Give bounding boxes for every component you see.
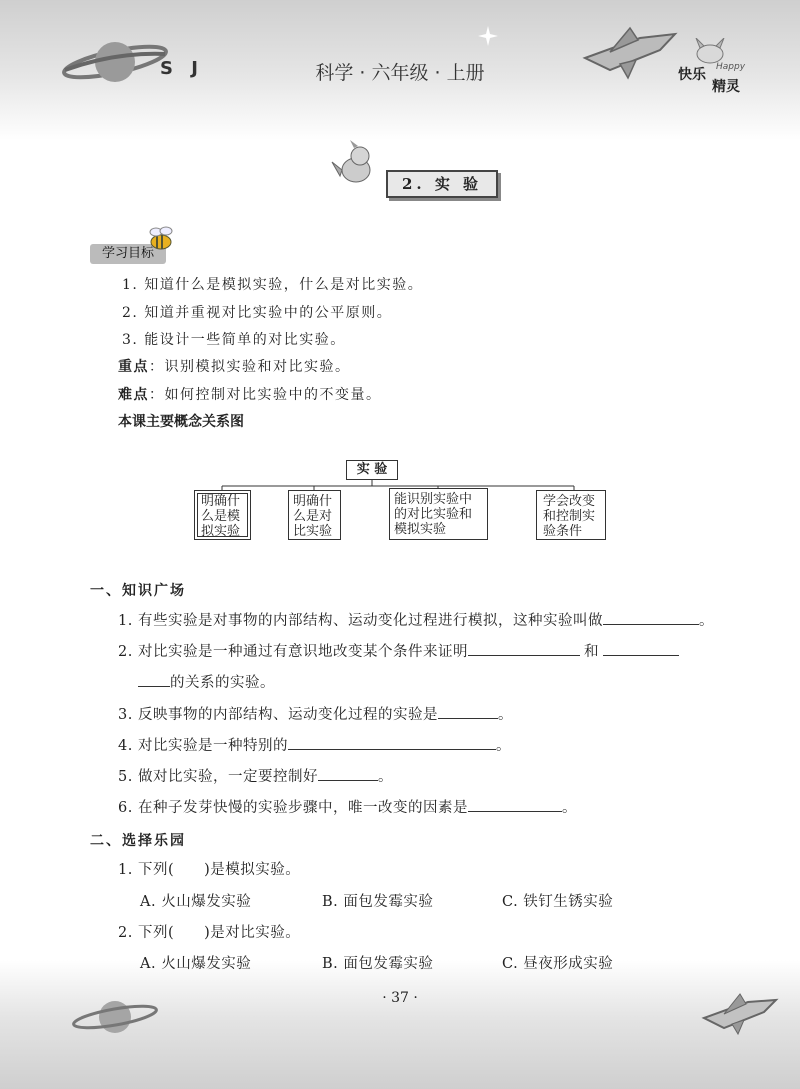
concept-map-node-text: 学会改变和控制实验条件: [543, 494, 596, 539]
fill-question-5: [118, 765, 393, 786]
concept-map-node-text: 能识别实验中的对比实验和模拟实验: [394, 492, 473, 537]
section-title: 二、选择乐园: [90, 833, 186, 849]
key-point-label: 重点: [118, 359, 149, 375]
answer-blank[interactable]: [288, 735, 496, 750]
section-title: 一、知识广场: [90, 583, 186, 599]
concept-map-node: [389, 488, 488, 540]
goal-item: 3. 能设计一些简单的对比实验。: [122, 332, 346, 348]
answer-blank[interactable]: [318, 766, 378, 781]
answer-blank[interactable]: [603, 641, 679, 656]
saturn-planet-icon: [70, 992, 160, 1042]
learning-goals-badge: 学习目标: [90, 244, 166, 264]
goal-item: 1. 知道什么是模拟实验，什么是对比实验。: [122, 277, 424, 293]
hard-point-text: ：如何控制对比实验中的不变量。: [149, 387, 382, 403]
hard-point-label: 难点: [118, 387, 149, 403]
logo-main-text: 快乐: [678, 67, 706, 83]
question-end: 。: [495, 738, 511, 754]
question-text: 6. 在种子发芽快慢的实验步骤中，唯一改变的因素是: [118, 800, 468, 816]
answer-blank[interactable]: [438, 704, 498, 719]
concept-map-node: [288, 490, 341, 540]
concept-map-node-text: 明确什么是对比实验: [293, 494, 333, 539]
choice-option[interactable]: B. 面包发霉实验: [322, 956, 434, 972]
fill-question-6: [118, 796, 577, 817]
fill-question-2-line2: [138, 671, 275, 692]
concept-map-title: 本课主要概念关系图: [118, 414, 244, 430]
choice-option[interactable]: A. 火山爆发实验: [140, 894, 252, 910]
space-shuttle-icon: [700, 990, 780, 1036]
fill-question-1: [118, 609, 714, 630]
page-number: · 37 ·: [382, 990, 418, 1006]
fill-question-2: [118, 640, 679, 661]
answer-blank[interactable]: [603, 610, 699, 625]
choice-option[interactable]: C. 铁钉生锈实验: [502, 894, 614, 910]
header-title: 科学 · 六年级 · 上册: [315, 62, 485, 84]
fill-question-4: [118, 734, 511, 755]
key-point-text: ：识别模拟实验和对比实验。: [149, 359, 351, 375]
choice-question-stem: 2. 下列( )是对比实验。: [118, 925, 301, 941]
concept-map-node: [536, 490, 606, 540]
answer-blank[interactable]: [468, 641, 580, 656]
question-end: 。: [497, 707, 513, 723]
question-text: 的关系的实验。: [170, 675, 275, 691]
header-code: S J: [160, 58, 204, 79]
choice-option[interactable]: B. 面包发霉实验: [322, 894, 434, 910]
goal-item: 2. 知道并重视对比实验中的公平原则。: [122, 305, 393, 321]
choice-option[interactable]: C. 昼夜形成实验: [502, 956, 614, 972]
question-end: 。: [698, 613, 714, 629]
logo-tail-text: 精灵: [712, 79, 740, 95]
question-end: 。: [377, 769, 393, 785]
choice-question-stem: 1. 下列( )是模拟实验。: [118, 862, 301, 878]
question-end: 。: [561, 800, 577, 816]
choice-option[interactable]: A. 火山爆发实验: [140, 956, 252, 972]
question-text: 3. 反映事物的内部结构、运动变化过程的实验是: [118, 707, 438, 723]
answer-blank[interactable]: [138, 672, 170, 687]
concept-map-root: 实 验: [346, 460, 398, 480]
question-text: 4. 对比实验是一种特别的: [118, 738, 288, 754]
concept-map-node: [194, 490, 251, 540]
question-mid: 和: [583, 644, 599, 660]
lesson-title: 2. 实 验: [386, 170, 498, 198]
question-text: 1. 有些实验是对事物的内部结构、运动变化过程进行模拟，这种实验叫做: [118, 613, 603, 629]
question-text: 2. 对比实验是一种通过有意识地改变某个条件来证明: [118, 644, 468, 660]
question-text: 5. 做对比实验，一定要控制好: [118, 769, 318, 785]
fill-question-3: [118, 703, 513, 724]
logo-sub-text: Happy: [716, 62, 746, 72]
answer-blank[interactable]: [468, 797, 562, 812]
concept-map-node-text: 明确什么是模拟实验: [201, 494, 241, 539]
